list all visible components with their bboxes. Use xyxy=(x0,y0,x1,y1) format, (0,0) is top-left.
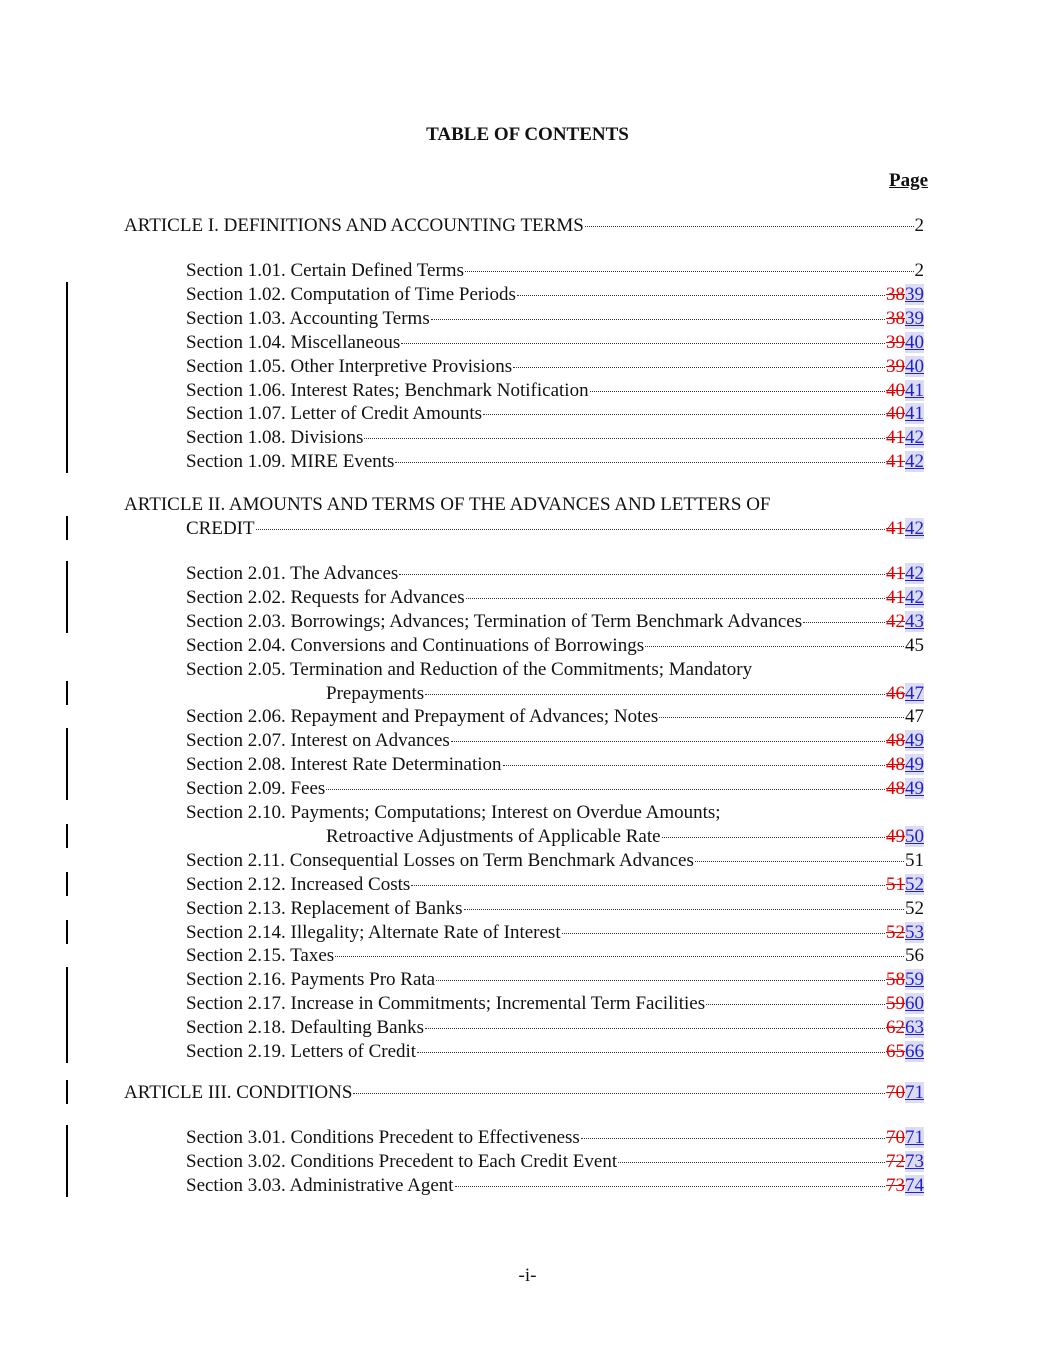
entry-label: Section 1.05. Other Interpretive Provisions xyxy=(186,355,513,377)
inserted-page-number[interactable]: 41 xyxy=(905,403,924,425)
inserted-page-number[interactable]: 47 xyxy=(905,682,924,704)
page-number[interactable] xyxy=(886,450,924,474)
page-number[interactable] xyxy=(886,1040,924,1064)
dot-leader xyxy=(436,980,885,981)
deleted-page-number: 40 xyxy=(886,379,905,401)
inserted-page-number[interactable]: 43 xyxy=(905,610,924,632)
section-entry[interactable] xyxy=(0,402,1055,426)
section-entry[interactable] xyxy=(0,705,1055,729)
page-number[interactable] xyxy=(886,331,924,355)
page-number[interactable] xyxy=(886,873,924,897)
dot-leader xyxy=(483,414,885,415)
inserted-page-number[interactable]: 63 xyxy=(905,1017,924,1039)
change-bar xyxy=(66,354,68,378)
dot-leader xyxy=(562,933,885,934)
change-bar xyxy=(66,1149,68,1173)
deleted-page-number: 48 xyxy=(886,730,905,752)
deleted-page-number: 41 xyxy=(886,563,905,584)
dot-leader xyxy=(659,717,904,718)
page-number[interactable] xyxy=(886,729,924,753)
inserted-page-number[interactable]: 66 xyxy=(905,1041,924,1062)
dot-leader xyxy=(464,909,905,910)
entry-label: Section 2.09. Fees xyxy=(186,778,326,800)
section-entry[interactable] xyxy=(0,873,1055,897)
deleted-page-number: 48 xyxy=(886,778,905,800)
deleted-page-number: 40 xyxy=(886,403,905,425)
deleted-page-number: 70 xyxy=(886,1127,905,1148)
dot-leader xyxy=(513,367,885,368)
deleted-page-number: 42 xyxy=(886,610,905,632)
entry-label: Section 3.02. Conditions Precedent to Each Credit Event xyxy=(186,1150,618,1172)
entry-label: Section 2.14. Illegality; Alternate Rate of Interest xyxy=(186,921,561,943)
change-bar xyxy=(66,378,68,402)
change-bar xyxy=(66,449,68,473)
page-number[interactable] xyxy=(886,825,924,849)
dot-leader xyxy=(662,837,885,838)
page-number[interactable]: 2 xyxy=(914,260,924,281)
inserted-page-number[interactable]: 40 xyxy=(905,331,924,353)
entry-label: Section 2.03. Borrowings; Advances; Termination of Term Benchmark Advances xyxy=(186,610,803,632)
entry-label: Section 2.10. Payments; Computations; Interest on Overdue Amounts; xyxy=(186,802,721,823)
entry-label: CREDIT xyxy=(186,517,255,539)
dot-leader xyxy=(417,1052,885,1053)
change-bar xyxy=(66,776,68,800)
dot-leader xyxy=(695,861,904,862)
change-bar xyxy=(66,872,68,896)
inserted-page-number[interactable]: 42 xyxy=(905,451,924,473)
entry-label: ARTICLE III. CONDITIONS xyxy=(124,1082,353,1103)
page-number[interactable] xyxy=(886,682,924,706)
section-entry[interactable] xyxy=(0,586,1055,610)
dot-leader xyxy=(431,319,885,320)
section-entry[interactable] xyxy=(0,331,1055,355)
dot-leader xyxy=(803,622,885,623)
inserted-page-number[interactable]: 49 xyxy=(905,730,924,752)
inserted-page-number[interactable]: 42 xyxy=(905,427,924,449)
section-entry[interactable] xyxy=(0,610,1055,634)
inserted-page-number[interactable]: 74 xyxy=(905,1174,924,1196)
entry-label: Section 2.08. Interest Rate Determination xyxy=(186,754,502,776)
entry-label: Section 2.05. Termination and Reduction of the Commitments; Mandatory xyxy=(186,658,753,680)
section-entry[interactable] xyxy=(0,753,1055,777)
dot-leader xyxy=(425,1028,885,1029)
deleted-page-number: 39 xyxy=(886,355,905,377)
inserted-page-number[interactable]: 59 xyxy=(905,969,924,991)
dot-leader xyxy=(455,1186,885,1187)
deleted-page-number: 39 xyxy=(886,331,905,353)
page-number[interactable] xyxy=(886,1150,924,1174)
deleted-page-number: 48 xyxy=(886,754,905,776)
inserted-page-number[interactable]: 42 xyxy=(905,563,924,584)
page-number[interactable] xyxy=(886,753,924,777)
section-entry[interactable] xyxy=(0,992,1055,1016)
dot-leader xyxy=(618,1162,885,1163)
change-bar xyxy=(66,967,68,991)
dot-leader xyxy=(256,529,885,530)
page-number[interactable] xyxy=(886,1126,924,1150)
inserted-page-number[interactable]: 39 xyxy=(905,307,924,329)
section-entry[interactable] xyxy=(0,426,1055,450)
dot-leader xyxy=(451,741,885,742)
section-entry[interactable] xyxy=(0,355,1055,379)
entry-label: Retroactive Adjustments of Applicable Rate xyxy=(326,825,661,847)
change-bar xyxy=(66,306,68,330)
page-number[interactable]: 56 xyxy=(905,945,924,967)
deleted-page-number: 65 xyxy=(886,1041,905,1062)
dot-leader xyxy=(645,646,904,647)
deleted-page-number: 58 xyxy=(886,969,905,991)
deleted-page-number: 46 xyxy=(886,682,905,704)
deleted-page-number: 59 xyxy=(886,993,905,1015)
entry-label: Section 1.09. MIRE Events xyxy=(186,451,395,473)
change-bar xyxy=(66,1039,68,1063)
change-bar xyxy=(66,282,68,306)
section-entry[interactable] xyxy=(0,450,1055,474)
entry-label: Section 2.18. Defaulting Banks xyxy=(186,1017,424,1039)
inserted-page-number[interactable]: 49 xyxy=(905,754,924,776)
dot-leader xyxy=(585,226,914,227)
page-number[interactable] xyxy=(886,307,924,331)
page-number[interactable] xyxy=(886,992,924,1016)
section-entry[interactable] xyxy=(0,897,1055,921)
page-number[interactable]: 51 xyxy=(905,849,924,871)
entry-label: Section 2.11. Consequential Losses on Term Benchmark Advances xyxy=(186,849,694,871)
section-entry[interactable] xyxy=(0,921,1055,945)
inserted-page-number[interactable]: 73 xyxy=(905,1150,924,1172)
inserted-page-number[interactable]: 49 xyxy=(905,778,924,800)
entry-label: Section 1.08. Divisions xyxy=(186,427,364,449)
dot-leader xyxy=(326,789,885,790)
deleted-page-number: 41 xyxy=(886,427,905,449)
inserted-page-number[interactable]: 42 xyxy=(905,586,924,608)
page-number[interactable] xyxy=(886,355,924,379)
page-number[interactable] xyxy=(886,586,924,610)
change-bar xyxy=(66,1015,68,1039)
entry-label: Section 2.07. Interest on Advances xyxy=(186,730,450,752)
page-number[interactable] xyxy=(886,402,924,426)
entry-label: Section 1.02. Computation of Time Periods xyxy=(186,283,516,305)
article-1-entry[interactable] xyxy=(0,214,1055,238)
change-bar xyxy=(66,1173,68,1197)
section-entry[interactable] xyxy=(0,1016,1055,1040)
entry-label: Section 1.03. Accounting Terms xyxy=(186,307,430,329)
inserted-page-number[interactable]: 71 xyxy=(905,1082,924,1103)
change-bar xyxy=(66,609,68,633)
page-number-footer: -i- xyxy=(518,1265,537,1286)
page-number[interactable]: 52 xyxy=(905,897,924,919)
entry-label: Section 2.02. Requests for Advances xyxy=(186,586,465,608)
article-2-heading[interactable] xyxy=(0,493,1055,517)
page-number[interactable] xyxy=(886,1016,924,1040)
entry-label: Section 3.01. Conditions Precedent to Effectiveness xyxy=(186,1127,580,1148)
page-number[interactable] xyxy=(886,283,924,307)
deleted-page-number: 72 xyxy=(886,1150,905,1172)
entry-label: Section 2.17. Increase in Commitments; Incremental Term Facilities xyxy=(186,993,706,1015)
dot-leader xyxy=(503,765,885,766)
dot-leader xyxy=(411,885,885,886)
change-bar xyxy=(66,681,68,705)
page-number[interactable] xyxy=(886,968,924,992)
deleted-page-number: 38 xyxy=(886,283,905,305)
deleted-page-number: 41 xyxy=(886,451,905,473)
inserted-page-number[interactable]: 71 xyxy=(905,1127,924,1148)
section-entry[interactable] xyxy=(0,849,1055,873)
section-entry[interactable] xyxy=(0,1150,1055,1174)
dot-leader xyxy=(466,598,885,599)
page-number[interactable] xyxy=(886,517,924,541)
dot-leader xyxy=(401,343,885,344)
change-bar xyxy=(66,425,68,449)
deleted-page-number: 41 xyxy=(886,517,905,539)
deleted-page-number: 62 xyxy=(886,1017,905,1039)
dot-leader xyxy=(425,694,885,695)
inserted-page-number[interactable]: 42 xyxy=(905,517,924,539)
inserted-page-number[interactable]: 40 xyxy=(905,355,924,377)
page-number[interactable] xyxy=(886,610,924,634)
deleted-page-number: 73 xyxy=(886,1174,905,1196)
change-bar xyxy=(66,752,68,776)
page-number[interactable] xyxy=(886,379,924,403)
change-bar xyxy=(66,585,68,609)
dot-leader xyxy=(581,1138,885,1139)
change-bar xyxy=(66,1125,68,1149)
section-entry-line1[interactable] xyxy=(0,801,1055,825)
section-entry[interactable] xyxy=(0,1174,1055,1198)
deleted-page-number: 51 xyxy=(886,873,905,895)
page-number[interactable] xyxy=(886,562,924,586)
dot-leader xyxy=(335,956,904,957)
entry-label: ARTICLE I. DEFINITIONS AND ACCOUNTING TERMS xyxy=(124,215,584,236)
entry-label: Section 2.01. The Advances xyxy=(186,563,399,584)
article-2-entry[interactable] xyxy=(0,517,1055,541)
deleted-page-number: 38 xyxy=(886,307,905,329)
dot-leader xyxy=(395,462,885,463)
entry-label: Section 2.16. Payments Pro Rata xyxy=(186,969,436,991)
deleted-page-number: 41 xyxy=(886,586,905,608)
entry-label: Section 1.07. Letter of Credit Amounts xyxy=(186,403,483,425)
entry-label: Section 1.06. Interest Rates; Benchmark Notification xyxy=(186,379,589,401)
dot-leader xyxy=(590,391,885,392)
dot-leader xyxy=(706,1004,885,1005)
dot-leader xyxy=(353,1093,885,1094)
section-entry[interactable] xyxy=(0,729,1055,753)
section-entry[interactable] xyxy=(0,1040,1055,1064)
section-entry[interactable] xyxy=(0,307,1055,331)
page-number[interactable] xyxy=(886,921,924,945)
section-entry-line1[interactable] xyxy=(0,658,1055,682)
entry-label: Section 2.06. Repayment and Prepayment of Advances; Notes xyxy=(186,706,659,728)
change-bar xyxy=(66,561,68,585)
section-entry[interactable] xyxy=(0,259,1055,283)
section-entry[interactable] xyxy=(0,562,1055,586)
entry-label: Section 2.19. Letters of Credit xyxy=(186,1041,417,1062)
section-entry[interactable] xyxy=(0,379,1055,403)
toc-title: TABLE OF CONTENTS xyxy=(426,124,629,145)
page-number[interactable] xyxy=(886,777,924,801)
change-bar xyxy=(66,991,68,1015)
entry-label: Section 2.12. Increased Costs xyxy=(186,873,411,895)
section-entry[interactable] xyxy=(0,1126,1055,1150)
inserted-page-number[interactable]: 53 xyxy=(905,921,924,943)
entry-label: Section 1.01. Certain Defined Terms xyxy=(186,260,464,281)
deleted-page-number: 49 xyxy=(886,825,905,847)
change-bar xyxy=(66,516,68,540)
page-number[interactable]: 2 xyxy=(914,215,924,236)
dot-leader xyxy=(399,574,885,575)
deleted-page-number: 70 xyxy=(886,1082,905,1103)
page-number[interactable] xyxy=(886,426,924,450)
entry-label: ARTICLE II. AMOUNTS AND TERMS OF THE ADVANCES AND LETTERS OF xyxy=(124,494,771,515)
section-entry[interactable] xyxy=(0,283,1055,307)
change-bar xyxy=(66,824,68,848)
inserted-page-number[interactable]: 39 xyxy=(905,283,924,305)
entry-label: Section 3.03. Administrative Agent xyxy=(186,1174,454,1196)
section-entry[interactable] xyxy=(0,825,1055,849)
inserted-page-number[interactable]: 50 xyxy=(905,825,924,847)
page-number[interactable]: 45 xyxy=(905,634,924,656)
inserted-page-number[interactable]: 52 xyxy=(905,873,924,895)
entry-label: Section 2.04. Conversions and Continuations of Borrowings xyxy=(186,634,645,656)
deleted-page-number: 52 xyxy=(886,921,905,943)
page-number[interactable]: 47 xyxy=(905,706,924,728)
inserted-page-number[interactable]: 60 xyxy=(905,993,924,1015)
section-entry[interactable] xyxy=(0,944,1055,968)
dot-leader xyxy=(364,438,885,439)
section-entry[interactable] xyxy=(0,634,1055,658)
dot-leader xyxy=(465,271,914,272)
change-bar xyxy=(66,728,68,752)
entry-label: Section 2.13. Replacement of Banks xyxy=(186,897,463,919)
page-column-header: Page xyxy=(889,170,929,191)
page-number[interactable] xyxy=(886,1174,924,1198)
entry-label: Prepayments xyxy=(326,682,425,704)
entry-label: Section 2.15. Taxes xyxy=(186,945,335,967)
dot-leader xyxy=(517,295,885,296)
change-bar xyxy=(66,330,68,354)
change-bar xyxy=(66,1080,68,1104)
section-entry[interactable] xyxy=(0,968,1055,992)
inserted-page-number[interactable]: 41 xyxy=(905,379,924,401)
page-number[interactable] xyxy=(886,1081,924,1105)
change-bar xyxy=(66,401,68,425)
article-3-entry[interactable] xyxy=(0,1081,1055,1105)
change-bar xyxy=(66,920,68,944)
entry-label: Section 1.04. Miscellaneous xyxy=(186,331,401,353)
section-entry[interactable] xyxy=(0,682,1055,706)
section-entry[interactable] xyxy=(0,777,1055,801)
